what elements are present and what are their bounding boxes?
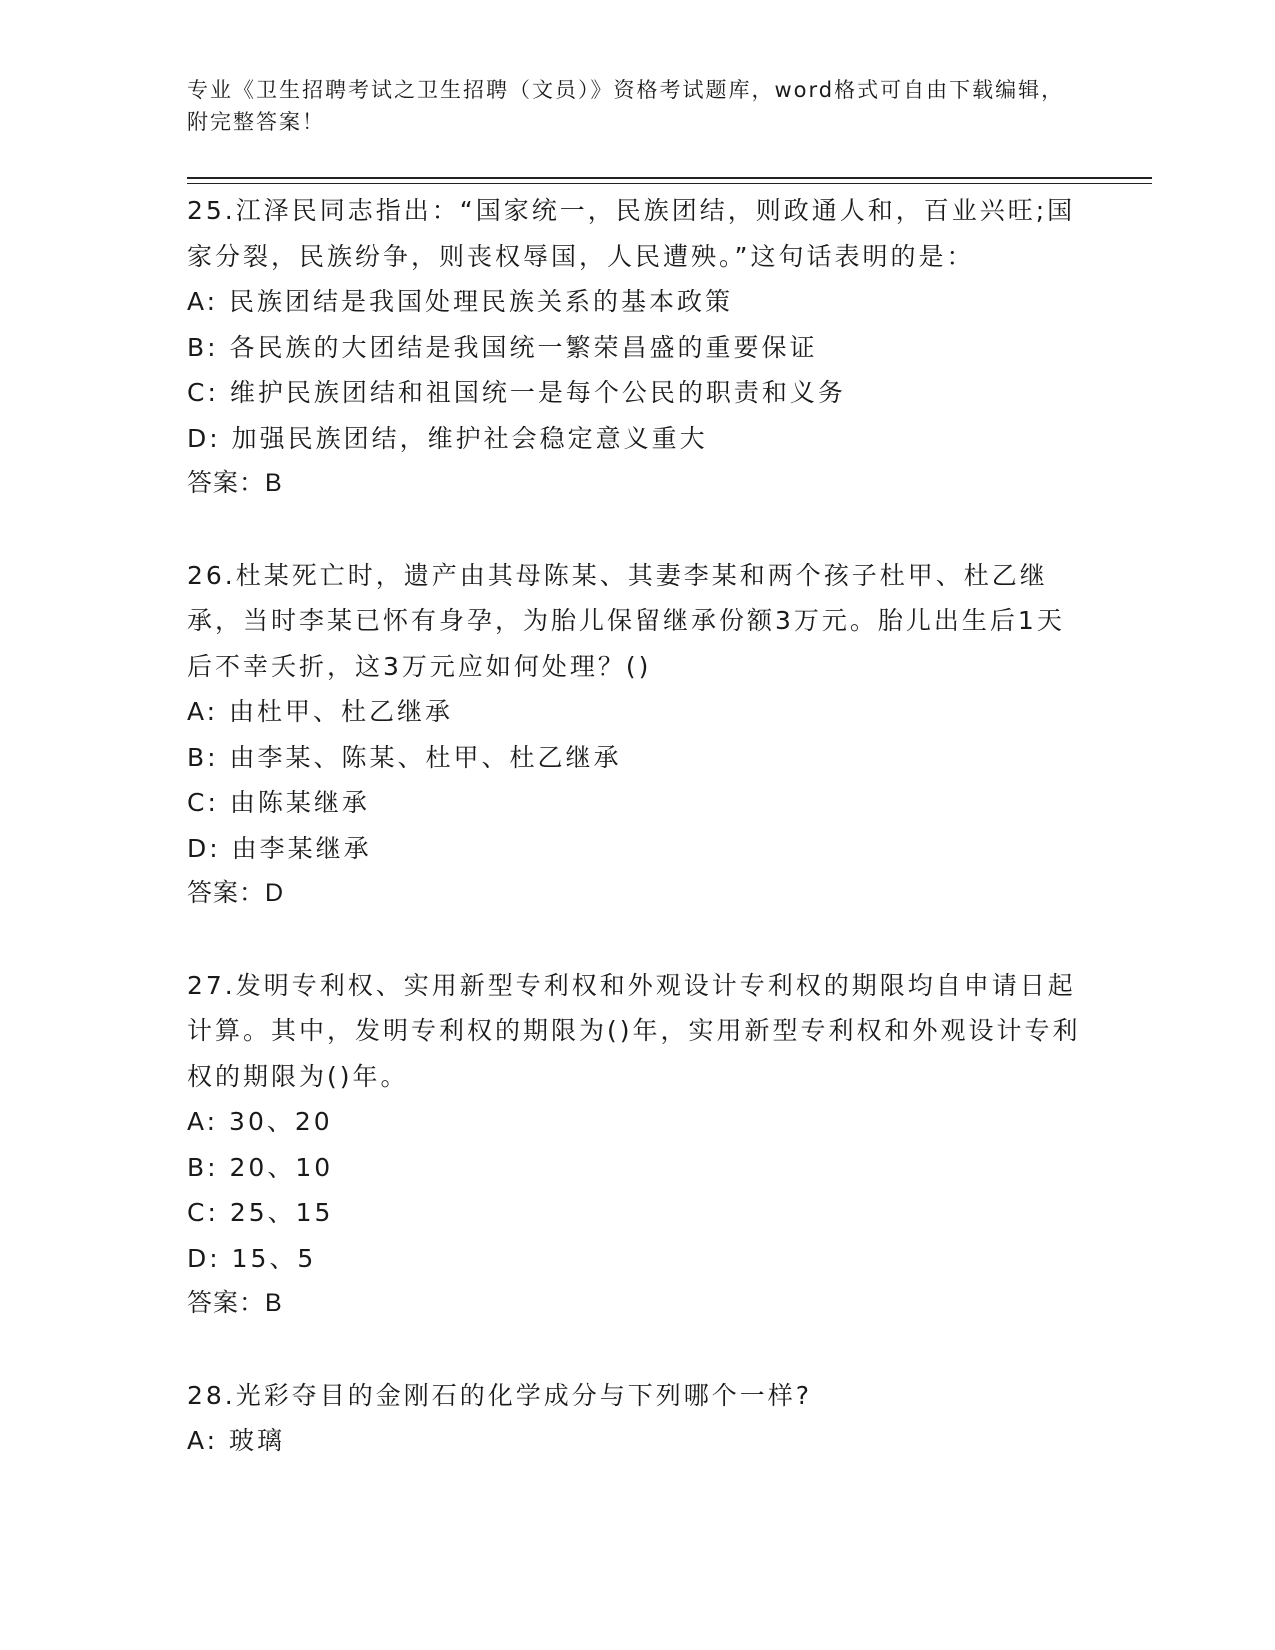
- question-stem: 26.杜某死亡时，遗产由其母陈某、其妻李某和两个孩子杜甲、杜乙继承，当时李某已怀有身孕，为胎儿保留继承份额3万元。胎儿出生后1天后不幸夭折，这3万元应如何处理？(): [187, 560, 1065, 681]
- question-27: [187, 963, 1087, 1327]
- question-28: [187, 1373, 1087, 1464]
- option-d: D: 15、5: [187, 1243, 317, 1273]
- header-divider-thin: [187, 183, 1152, 184]
- answer-line: 答案：B: [187, 469, 283, 497]
- header-divider-thick: [187, 177, 1152, 179]
- answer-line: 答案：B: [187, 1289, 283, 1317]
- question-25: [187, 188, 1087, 507]
- option-a: A: 30、20: [187, 1107, 333, 1136]
- question-stem: 28.光彩夺目的金刚石的化学成分与下列哪个一样?: [187, 1380, 813, 1410]
- option-c: C: 由陈某继承: [187, 788, 370, 817]
- option-b: B: 由李某、陈某、杜甲、杜乙继承: [187, 742, 622, 772]
- question-list: [187, 188, 1087, 1510]
- option-c: C: 25、15: [187, 1198, 334, 1227]
- question-stem: 27.发明专利权、实用新型专利权和外观设计专利权的期限均自申请日起计算。其中，发明专利权的期限为()年，实用新型专利权和外观设计专利权的期限为()年。: [187, 970, 1081, 1091]
- option-c: C: 维护民族团结和祖国统一是每个公民的职责和义务: [187, 378, 846, 407]
- question-26: [187, 553, 1087, 917]
- option-a: A: 玻璃: [187, 1426, 286, 1455]
- option-b: B: 各民族的大团结是我国统一繁荣昌盛的重要保证: [187, 332, 818, 362]
- answer-line: 答案：D: [187, 879, 285, 907]
- option-a: A: 由杜甲、杜乙继承: [187, 697, 454, 726]
- option-d: D: 由李某继承: [187, 833, 372, 863]
- question-stem: 25.江泽民同志指出：“国家统一，民族团结，则政通人和，百业兴旺;国家分裂，民族纷争，则丧权辱国，人民遭殃。”这句话表明的是：: [187, 196, 1076, 271]
- option-d: D: 加强民族团结，维护社会稳定意义重大: [187, 423, 708, 453]
- document-header: 专业《卫生招聘考试之卫生招聘（文员）》资格考试题库，word格式可自由下载编辑，附完整答案！: [187, 78, 1065, 134]
- option-a: A: 民族团结是我国处理民族关系的基本政策: [187, 287, 734, 316]
- option-b: B: 20、10: [187, 1152, 334, 1182]
